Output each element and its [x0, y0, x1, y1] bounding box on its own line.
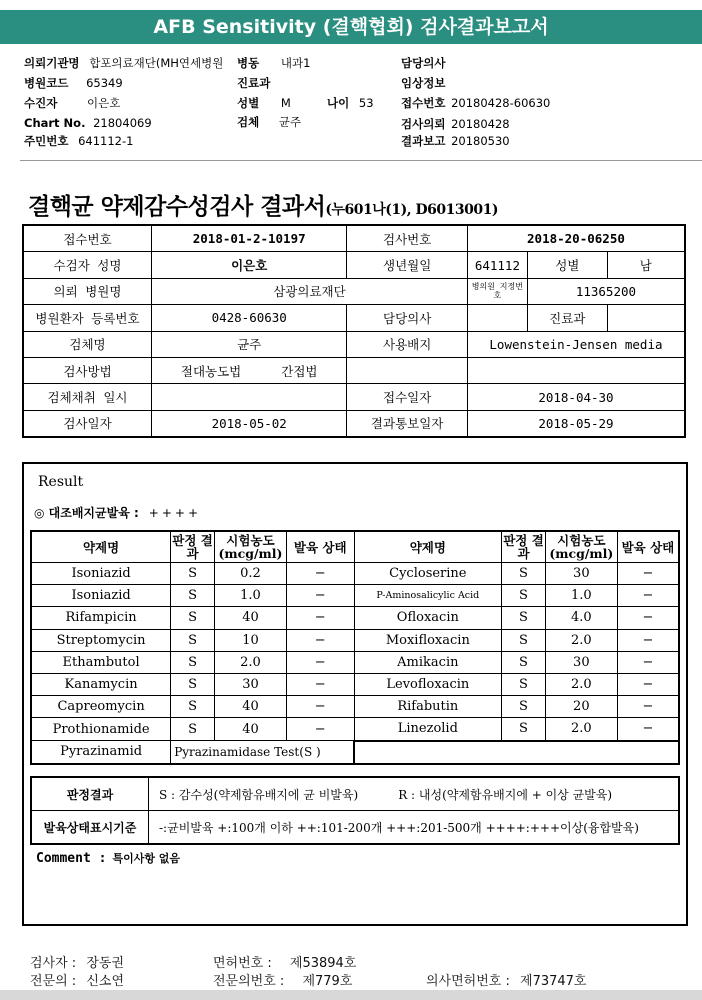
header-judge-2: 판정 결과	[503, 533, 544, 561]
doctor-license: 의사면허번호 : 제73747호	[426, 974, 587, 989]
patient-info-table	[22, 224, 686, 438]
drug-susceptibility-table	[30, 530, 680, 765]
left-conc-cell: 2.0	[214, 651, 286, 673]
right-growth-cell: −	[617, 563, 679, 585]
right-conc-cell: 20	[545, 696, 617, 718]
result-title: Result	[38, 474, 84, 490]
dept-value	[607, 305, 685, 331]
request-field: 검사의뢰 20180428	[401, 117, 510, 131]
medium-value: Lowenstein-Jensen media	[467, 331, 685, 357]
right-conc-cell: 2.0	[545, 673, 617, 695]
right-growth-cell: −	[617, 696, 679, 718]
hosp-code-field: 병원코드 65349	[24, 76, 123, 90]
left-judge-cell: S	[171, 651, 215, 673]
left-growth-cell: −	[286, 585, 354, 607]
left-judge-cell: S	[171, 718, 215, 741]
left-judge-cell: S	[171, 563, 215, 585]
header-drug-2: 약제명	[354, 531, 502, 563]
right-drug-cell: P-Aminosalicylic Acid	[354, 585, 502, 607]
right-drug-cell: Amikacin	[354, 651, 502, 673]
left-judge-cell: S	[171, 585, 215, 607]
right-drug-cell: Moxifloxacin	[354, 629, 502, 651]
left-drug-cell: Isoniazid	[31, 585, 171, 607]
document-title-code: (누601나(1), D6013001)	[325, 202, 498, 218]
left-conc-cell: 0.2	[214, 563, 286, 585]
exam-label: 검사일자	[23, 410, 152, 437]
right-growth-cell: −	[617, 651, 679, 673]
specimen-label: 검체명	[23, 331, 152, 357]
doctor-label: 담당의사	[347, 305, 468, 331]
pyrazinamid-drug: Pyrazinamid	[31, 741, 171, 764]
left-drug-cell: Kanamycin	[31, 673, 171, 695]
left-growth-cell: −	[286, 718, 354, 741]
left-drug-cell: Rifampicin	[31, 607, 171, 629]
reg-no-label: 병원환자 등록번호	[23, 305, 152, 331]
left-judge-cell: S	[171, 673, 215, 695]
method-extra-2	[467, 357, 685, 383]
right-drug-cell: Rifabutin	[354, 696, 502, 718]
left-drug-cell: Capreomycin	[31, 696, 171, 718]
left-growth-cell: −	[286, 651, 354, 673]
reg-no-value: 0428-60630	[152, 305, 347, 331]
exam-value: 2018-05-02	[152, 410, 347, 437]
method-extra	[347, 357, 468, 383]
table-row	[31, 563, 679, 585]
clinical-field: 임상정보	[401, 76, 446, 90]
dob-label: 생년월일	[347, 252, 468, 278]
control-growth: ◎ 대조배지균발육 : ++++	[34, 506, 201, 520]
test-no-label: 검사번호	[347, 225, 468, 252]
sex-field: 성별 M	[237, 96, 291, 110]
chart-no-field: Chart No. 21804069	[24, 116, 152, 130]
right-drug-cell: Levofloxacin	[354, 673, 502, 695]
growth-legend-label: 발육상태표시기준	[31, 811, 149, 845]
left-drug-cell: Ethambutol	[31, 651, 171, 673]
header-growth-2: 발육 상태	[617, 531, 679, 563]
table-row	[31, 696, 679, 718]
right-conc-cell: 30	[545, 651, 617, 673]
right-judge-cell: S	[502, 629, 546, 651]
result-panel	[22, 462, 688, 926]
left-conc-cell: 40	[214, 718, 286, 741]
patient-field: 수진자 이은호	[24, 96, 121, 110]
left-judge-cell: S	[171, 696, 215, 718]
receipt-no-value: 2018-01-2-10197	[152, 225, 347, 252]
table-row	[31, 651, 679, 673]
right-growth-cell: −	[617, 673, 679, 695]
right-drug-cell: Cycloserine	[354, 563, 502, 585]
right-conc-cell: 4.0	[545, 607, 617, 629]
judge-legend-value: S : 감수성(약제함유배지에 균 비발육) R : 내성(약제함유배지에 + 이상 균발육)	[149, 777, 680, 811]
hospital-value: 삼광의료재단	[152, 278, 468, 304]
left-judge-cell: S	[171, 607, 215, 629]
right-judge-cell: S	[502, 718, 546, 741]
specimen-field: 검체 균주	[237, 115, 302, 129]
right-judge-cell: S	[502, 673, 546, 695]
dept-field: 진료과	[237, 76, 271, 90]
right-judge-cell: S	[502, 563, 546, 585]
designated-value: 11365200	[527, 278, 685, 304]
pyrazinamid-test: Pyrazinamidase Test(S )	[171, 741, 354, 764]
header-divider	[20, 160, 702, 161]
right-growth-cell: −	[617, 585, 679, 607]
bottom-bar	[0, 990, 702, 1000]
report-title-bar: AFB Sensitivity (결핵협회) 검사결과보고서	[0, 10, 702, 44]
sex-label: 성별	[527, 252, 607, 278]
left-conc-cell: 10	[214, 629, 286, 651]
left-growth-cell: −	[286, 696, 354, 718]
right-conc-cell: 1.0	[545, 585, 617, 607]
test-no-value: 2018-20-06250	[467, 225, 685, 252]
specialist-no: 전문의번호 : 제779호	[213, 974, 353, 989]
table-row	[31, 718, 679, 741]
left-conc-cell: 40	[214, 696, 286, 718]
hospital-label: 의뢰 병원명	[23, 278, 152, 304]
org-field: 의뢰기관명 합포의료재단(MH연세병원	[24, 56, 224, 70]
growth-legend-value: -:균비발육 +:100개 이하 ++:101-200개 +++:201-500개 ++++:+++이상(융합발육)	[149, 811, 680, 845]
right-judge-cell: S	[502, 585, 546, 607]
rrn-field: 주민번호 641112-1	[24, 134, 134, 148]
left-conc-cell: 30	[214, 673, 286, 695]
specialist: 전문의 : 신소연	[30, 974, 125, 989]
method-value: 절대농도법 간접법	[152, 357, 347, 383]
right-judge-cell: S	[502, 651, 546, 673]
left-drug-cell: Prothionamide	[31, 718, 171, 741]
doctor-field: 담당의사	[401, 56, 446, 70]
right-conc-cell: 30	[545, 563, 617, 585]
right-conc-cell: 2.0	[545, 718, 617, 741]
report-date-field: 결과보고 20180530	[401, 134, 510, 148]
right-judge-cell: S	[502, 607, 546, 629]
right-growth-cell: −	[617, 607, 679, 629]
method-label: 검사방법	[23, 357, 152, 383]
left-drug-cell: Streptomycin	[31, 629, 171, 651]
right-drug-cell: Linezolid	[354, 718, 502, 741]
collect-label: 검체채취 일시	[23, 384, 152, 410]
ward-field: 병동 내과1	[237, 56, 311, 70]
name-value: 이은호	[152, 252, 347, 278]
left-judge-cell: S	[171, 629, 215, 651]
collect-value	[152, 384, 347, 410]
left-growth-cell: −	[286, 629, 354, 651]
recv-label: 접수일자	[347, 384, 468, 410]
table-row	[31, 673, 679, 695]
header-judge: 판정 결과	[172, 533, 213, 561]
comment: Comment : 특이사항 없음	[36, 851, 181, 866]
right-conc-cell: 2.0	[545, 629, 617, 651]
header-conc-2: 시험농도 (mcg/ml)	[545, 531, 617, 563]
name-label: 수검자 성명	[23, 252, 152, 278]
header-drug: 약제명	[31, 531, 171, 563]
table-row	[31, 629, 679, 651]
left-conc-cell: 40	[214, 607, 286, 629]
doctor-value	[467, 305, 527, 331]
right-judge-cell: S	[502, 696, 546, 718]
left-growth-cell: −	[286, 563, 354, 585]
notify-value: 2018-05-29	[467, 410, 685, 437]
document-title: 결핵균 약제감수성검사 결과서(누601나(1), D6013001)	[28, 193, 498, 220]
recv-value: 2018-04-30	[467, 384, 685, 410]
dept-label: 진료과	[527, 305, 607, 331]
receipt-no-label: 접수번호	[23, 225, 152, 252]
sex-value: 남	[607, 252, 685, 278]
receipt-field: 접수번호 20180428-60630	[401, 96, 551, 110]
left-growth-cell: −	[286, 673, 354, 695]
notify-label: 결과통보일자	[347, 410, 468, 437]
table-row	[31, 607, 679, 629]
age-field: 나이 53	[327, 96, 374, 110]
designated-label: 병의원 지정번호	[467, 278, 527, 304]
header-conc: 시험농도 (mcg/ml)	[214, 531, 286, 563]
license: 면허번호 : 제53894호	[213, 956, 357, 971]
specimen-value: 균주	[152, 331, 347, 357]
left-growth-cell: −	[286, 607, 354, 629]
right-growth-cell: −	[617, 718, 679, 741]
right-growth-cell: −	[617, 629, 679, 651]
legend-table	[30, 776, 680, 845]
left-drug-cell: Isoniazid	[31, 563, 171, 585]
table-row	[31, 585, 679, 607]
judge-legend-label: 판정결과	[31, 777, 149, 811]
medium-label: 사용배지	[347, 331, 468, 357]
left-conc-cell: 1.0	[214, 585, 286, 607]
dob-value: 641112	[467, 252, 527, 278]
tester: 검사자 : 장동권	[30, 956, 125, 971]
header-growth: 발육 상태	[286, 531, 354, 563]
right-drug-cell: Ofloxacin	[354, 607, 502, 629]
